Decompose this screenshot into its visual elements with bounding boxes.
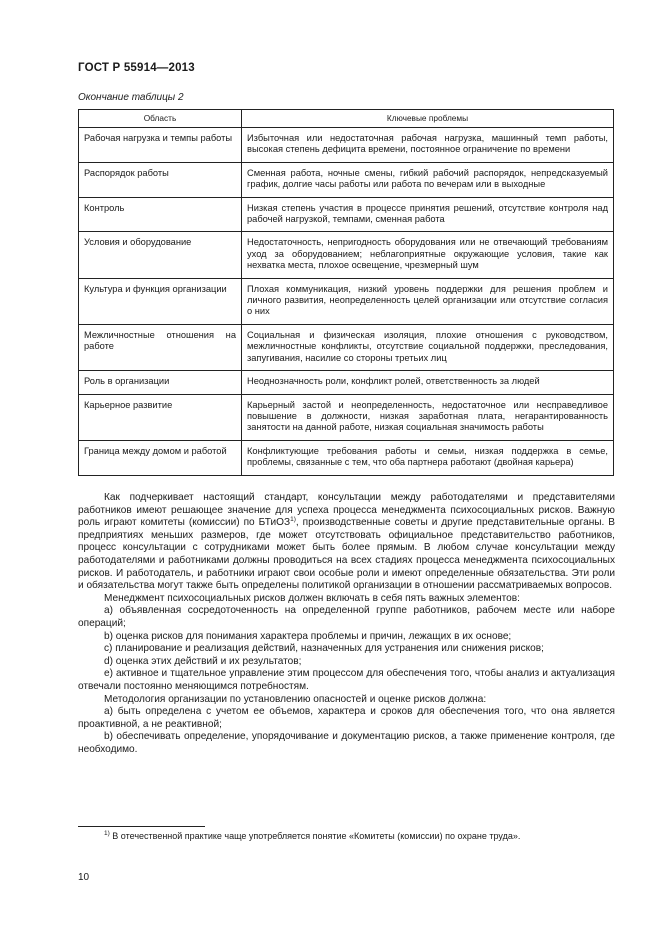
list-item: b) обеспечивать определение, упорядочивание и документацию рисков, а также применение контроля, где необходимо. bbox=[78, 731, 615, 755]
problems-cell: Социальная и физическая изоляция, плохие отношения с руководством, межличностные конфликты, отсутствие социальной поддержки, преследования, запугивания, насилие со стороны третьих лиц bbox=[242, 324, 614, 370]
column-header-problems: Ключевые проблемы bbox=[242, 110, 614, 128]
problems-cell: Неоднозначность роли, конфликт ролей, ответственность за людей bbox=[242, 371, 614, 394]
list-item: а) объявленная сосредоточенность на определенной группе работников, рабочем месте или наборе операций; bbox=[78, 605, 615, 629]
page-number: 10 bbox=[78, 872, 90, 883]
problems-cell: Избыточная или недостаточная рабочая нагрузка, машинный темп работы, высокая степень дефицита времени, постоянное ограничение по времени bbox=[242, 128, 614, 163]
area-cell: Карьерное развитие bbox=[79, 394, 242, 440]
footnote-text: В отечественной практике чаще употребляется понятие «Комитеты (комиссии) по охране труда». bbox=[109, 831, 521, 841]
footnote-ref: 1) bbox=[290, 516, 296, 524]
table-row bbox=[79, 232, 614, 278]
list-item: а) быть определена с учетом ее объемов, характера и сроков для обеспечения того, что она является проактивной, а не реактивной; bbox=[78, 706, 615, 730]
table-row bbox=[79, 394, 614, 440]
list-item: с) планирование и реализация действий, назначенных для устранения или снижения рисков; bbox=[104, 643, 544, 655]
problems-cell: Недостаточность, непригодность оборудования или не отвечающий требованиям уход за оборудованием; неблагоприятные окружающие условия, такие как нехватка места, плохое освещение, чрезмерный шум bbox=[242, 232, 614, 278]
area-cell: Условия и оборудование bbox=[79, 232, 242, 278]
problems-cell: Низкая степень участия в процессе принятия решений, отсутствие контроля над рабочей нагрузкой, темпами, сменная работа bbox=[242, 197, 614, 232]
table-header-row bbox=[79, 110, 614, 128]
table-row bbox=[79, 324, 614, 370]
table-row bbox=[79, 197, 614, 232]
area-cell: Контроль bbox=[79, 197, 242, 232]
paragraph-text: Как подчеркивает настоящий стандарт, консультации между работодателями и представителями работников имеют решающее значение для успеха процесса менеджмента психосоциальных рисков. Важную роль играют комитеты (комиссии) по БТиОЗ bbox=[78, 492, 615, 529]
body-text bbox=[78, 492, 615, 756]
problems-cell: Карьерный застой и неопределенность, недостаточное или несправедливое повышение в должности, низкая заработная плата, негарантированность занятости на данной работе, низкая социальная значимость работы bbox=[242, 394, 614, 440]
table-row bbox=[79, 278, 614, 324]
area-cell: Граница между домом и работой bbox=[79, 440, 242, 475]
area-cell: Рабочая нагрузка и темпы работы bbox=[79, 128, 242, 163]
paragraph-consultations bbox=[78, 492, 615, 593]
column-header-area: Область bbox=[79, 110, 242, 128]
problems-cell: Сменная работа, ночные смены, гибкий рабочий распорядок, непредсказуемый график, долгие часы работы или работа по вечерам или в выходные bbox=[242, 162, 614, 197]
list-item: d) оценка этих действий и их результатов; bbox=[104, 655, 302, 667]
list-item: b) оценка рисков для понимания характера проблемы и причин, лежащих в их основе; bbox=[104, 630, 512, 642]
problems-cell: Плохая коммуникация, низкий уровень поддержки для решения проблем и личного развития, неопределенность целей организации или отсутствие согласия о них bbox=[242, 278, 614, 324]
table-row bbox=[79, 162, 614, 197]
paragraph-methodology: Методология организации по установлению опасностей и оценке рисков должна: bbox=[104, 693, 487, 705]
table-row bbox=[79, 371, 614, 394]
table-row bbox=[79, 128, 614, 163]
area-cell: Межличностные отношения на работе bbox=[79, 324, 242, 370]
area-cell: Роль в организации bbox=[79, 371, 242, 394]
footnote bbox=[78, 831, 615, 841]
area-cell: Культура и функция организации bbox=[79, 278, 242, 324]
table-row bbox=[79, 440, 614, 475]
paragraph-elements-intro: Менеджмент психосоциальных рисков должен включать в себя пять важных элементов: bbox=[104, 592, 520, 604]
standard-header: ГОСТ Р 55914—2013 bbox=[78, 62, 195, 74]
footnote-mark: 1) bbox=[104, 830, 110, 837]
area-cell: Распорядок работы bbox=[79, 162, 242, 197]
list-item: е) активное и тщательное управление этим процессом для обеспечения того, чтобы анализ и актуализация отвечали постоянно меняющимся потребностям. bbox=[78, 668, 615, 692]
problems-cell: Конфликтующие требования работы и семьи, низкая поддержка в семье, проблемы, связанные с тем, что оба партнера работают (двойная карьера) bbox=[242, 440, 614, 475]
key-problems-table bbox=[78, 109, 614, 476]
footnote-separator bbox=[78, 826, 205, 827]
table-caption: Окончание таблицы 2 bbox=[78, 92, 184, 103]
paragraph-text: , производственные советы и другие представительные органы. В предприятиях меньших размеров, где может отсутствовать официальное представительство работников, процесс консультации с сотрудниками может быть более прямым. В любом случае консультации между работодателями и работниками должны проводиться на всех стадиях процесса менеджмента психосоциальных рисков. И работодатель, и работники играют свои особые роли и имеют определенные обязательства. Эти роли и обязательства могут также быть определены политикой организации в отношении рассматриваемых вопросов. bbox=[78, 517, 615, 592]
